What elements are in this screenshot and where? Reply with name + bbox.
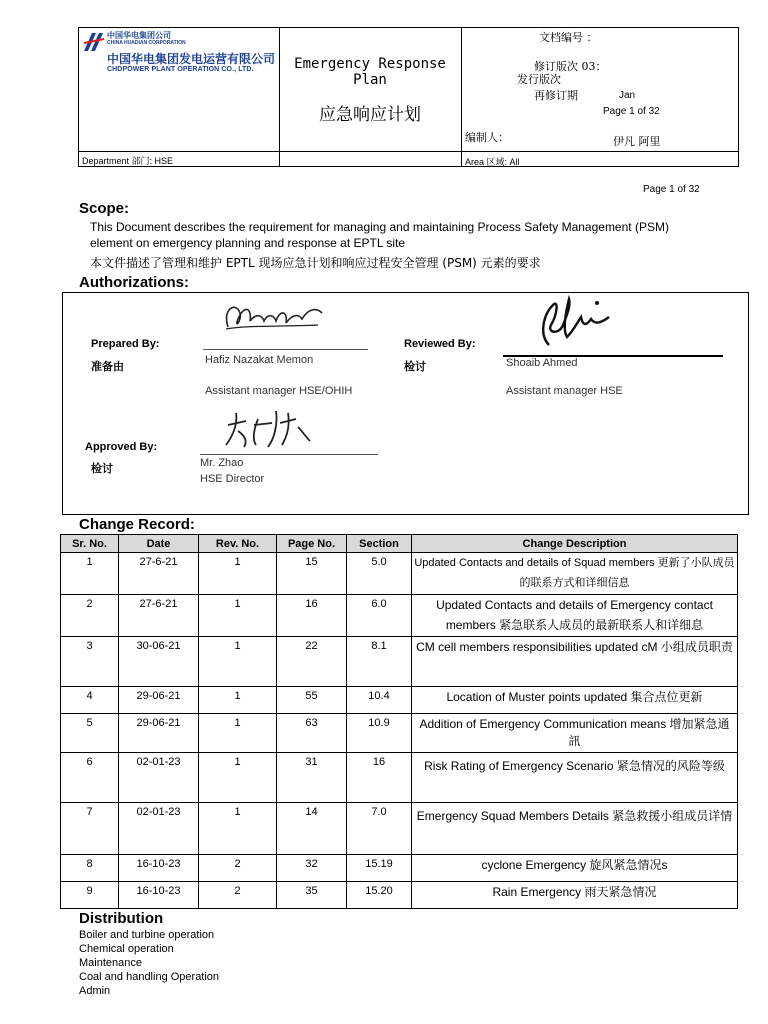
change-record-table	[60, 534, 738, 909]
issue-label: 发行版次	[517, 73, 561, 86]
table-cell: 1	[199, 753, 277, 803]
table-row	[61, 595, 738, 637]
table-cell: 2	[61, 595, 119, 637]
distribution-item: Admin	[79, 985, 111, 997]
company-logo-icon	[82, 31, 106, 53]
table-cell: 10.9	[347, 714, 412, 753]
logo-cn-group: 中国华电集团公司	[107, 31, 171, 40]
table-cell: 9	[61, 882, 119, 909]
table-row	[61, 687, 738, 714]
table-cell: 1	[199, 687, 277, 714]
revision-date-value: Jan	[619, 90, 636, 101]
scope-text-line1: This Document describes the requirement for managing and maintaining Process Safety Management (PSM)	[90, 220, 669, 234]
table-cell: 55	[277, 687, 347, 714]
reviewed-signature	[529, 295, 619, 351]
table-cell: 8.1	[347, 637, 412, 687]
table-cell: 5	[61, 714, 119, 753]
table-cell: 15	[277, 553, 347, 595]
column-header: Page No.	[277, 535, 347, 553]
column-header: Sr. No.	[61, 535, 119, 553]
scope-text-cn: 本文件描述了管理和维护 EPTL 现场应急计划和响应过程安全管理 (PSM) 元素的要求	[90, 256, 541, 270]
table-cell: 7.0	[347, 803, 412, 855]
table-cell-description: Updated Contacts and details of Squad members 更新了小队成员的联系方式和详细信息	[412, 553, 738, 595]
table-cell: 1	[199, 595, 277, 637]
table-cell-description: Risk Rating of Emergency Scenario 紧急情况的风险等级	[412, 753, 738, 803]
table-cell: 32	[277, 855, 347, 882]
table-cell: 14	[277, 803, 347, 855]
table-cell: 5.0	[347, 553, 412, 595]
table-cell: 15.19	[347, 855, 412, 882]
table-cell: 27-6-21	[119, 553, 199, 595]
table-cell: 30-06-21	[119, 637, 199, 687]
distribution-item: Coal and handling Operation	[79, 971, 220, 983]
document-header	[78, 27, 739, 167]
table-cell-description: Updated Contacts and details of Emergency contact members 紧急联系人成员的最新联系人和详细息	[412, 595, 738, 637]
logo-en-company: CHDPOWER PLANT OPERATION CO., LTD.	[107, 66, 254, 73]
table-cell: 1	[199, 714, 277, 753]
table-cell: 27-6-21	[119, 595, 199, 637]
reviewed-by-cn: 检讨	[404, 361, 426, 373]
change-record-heading: Change Record:	[79, 516, 195, 533]
table-row	[61, 882, 738, 909]
document-title-cn: 应急响应计划	[319, 105, 421, 125]
area-label: Area 区域: All	[465, 157, 520, 167]
department-label: Department 部门: HSE	[82, 156, 174, 166]
table-row	[61, 553, 738, 595]
revision-label: 修订版次 03：	[534, 60, 607, 73]
change-record-header-row	[61, 535, 738, 553]
header-divider	[279, 28, 280, 166]
revision-date-label: 再修订期	[534, 89, 578, 102]
table-cell: 6.0	[347, 595, 412, 637]
table-cell-description: Emergency Squad Members Details 紧急救援小组成员详情	[412, 803, 738, 855]
table-row	[61, 803, 738, 855]
table-cell: 8	[61, 855, 119, 882]
reviewed-by-name: Shoaib Ahmed	[506, 357, 578, 369]
header-page-number: Page 1 of 32	[603, 106, 660, 117]
table-cell: 7	[61, 803, 119, 855]
prepared-signature-line	[203, 349, 368, 350]
distribution-item: Maintenance	[79, 957, 142, 969]
table-cell: 2	[199, 855, 277, 882]
table-cell: 16	[347, 753, 412, 803]
logo-en-group: CHINA HUADIAN CORPORATION	[107, 40, 186, 46]
table-row	[61, 855, 738, 882]
doc-number-label: 文档编号 ：	[539, 31, 598, 44]
table-cell: 16-10-23	[119, 882, 199, 909]
table-cell: 4	[61, 687, 119, 714]
table-cell: 1	[199, 637, 277, 687]
column-header: Change Description	[412, 535, 738, 553]
company-logo	[79, 28, 279, 152]
table-cell-description: Addition of Emergency Communication means 增加紧急通訊	[412, 714, 738, 753]
table-cell-description: Rain Emergency 雨天紧急情况	[412, 882, 738, 909]
table-cell: 16-10-23	[119, 855, 199, 882]
table-cell: 02-01-23	[119, 753, 199, 803]
column-header: Rev. No.	[199, 535, 277, 553]
prepared-by-name: Hafiz Nazakat Memon	[205, 354, 314, 366]
approved-signature	[218, 405, 318, 451]
table-cell: 35	[277, 882, 347, 909]
column-header: Section	[347, 535, 412, 553]
table-cell: 29-06-21	[119, 714, 199, 753]
distribution-item: Boiler and turbine operation	[79, 929, 215, 941]
prepared-by-cn-label: 编制人：	[465, 131, 509, 144]
document-title-en: Emergency Response Plan	[294, 56, 446, 88]
header-divider	[461, 28, 462, 166]
distribution-heading: Distribution	[79, 910, 164, 927]
table-cell: 02-01-23	[119, 803, 199, 855]
prepared-by-label: Prepared By:	[91, 338, 160, 350]
table-cell-description: CM cell members responsibilities updated cM 小组成员职责	[412, 637, 738, 687]
approved-by-name: Mr. Zhao	[200, 457, 244, 469]
reviewed-by-role: Assistant manager HSE	[506, 385, 623, 397]
page-reference: Page 1 of 32	[643, 184, 700, 195]
table-cell: 22	[277, 637, 347, 687]
table-cell: 16	[277, 595, 347, 637]
table-cell-description: Location of Muster points updated 集合点位更新	[412, 687, 738, 714]
prepared-by-role: Assistant manager HSE/OHIH	[205, 385, 353, 397]
table-row	[61, 753, 738, 803]
authorizations-box	[62, 292, 749, 515]
table-cell: 1	[199, 803, 277, 855]
table-cell: 10.4	[347, 687, 412, 714]
approved-by-cn: 检讨	[91, 463, 113, 475]
table-cell: 1	[199, 553, 277, 595]
table-row	[61, 637, 738, 687]
logo-cn-company: 中国华电集团发电运营有限公司	[107, 52, 276, 66]
table-cell: 15.20	[347, 882, 412, 909]
prepared-signature	[218, 299, 328, 335]
distribution-item: Chemical operation	[79, 943, 174, 955]
table-cell: 1	[61, 553, 119, 595]
approved-by-role: HSE Director	[200, 473, 265, 485]
table-row	[61, 714, 738, 753]
table-cell: 63	[277, 714, 347, 753]
table-cell: 31	[277, 753, 347, 803]
approved-signature-line	[200, 454, 378, 455]
table-cell-description: cyclone Emergency 旋风紧急情况s	[412, 855, 738, 882]
table-cell: 6	[61, 753, 119, 803]
table-cell: 3	[61, 637, 119, 687]
authorizations-heading: Authorizations:	[79, 274, 189, 291]
scope-heading: Scope:	[79, 200, 130, 217]
approved-by-label: Approved By:	[85, 441, 158, 453]
scope-text-line2: element on emergency planning and response at EPTL site	[90, 236, 406, 250]
column-header: Date	[119, 535, 199, 553]
table-cell: 29-06-21	[119, 687, 199, 714]
reviewed-by-label: Reviewed By:	[404, 338, 476, 350]
prepared-by-cn: 准备由	[91, 361, 124, 373]
table-cell: 2	[199, 882, 277, 909]
prepared-by-cn-value: 伊凡 阿里	[613, 135, 661, 148]
